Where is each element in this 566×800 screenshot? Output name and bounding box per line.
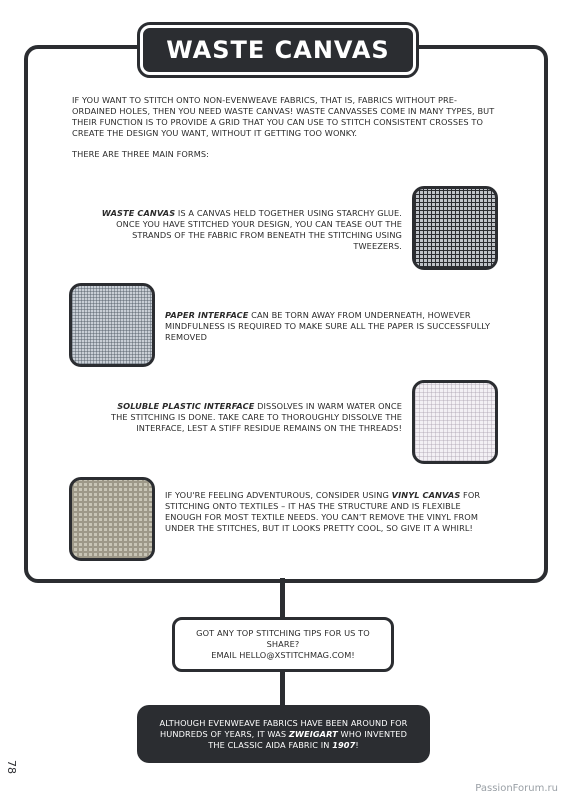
fact-text (154, 718, 414, 751)
watermark: PassionForum.ru (475, 783, 558, 794)
vinyl-canvas-pre: IF YOU'RE FEELING ADVENTUROUS, CONSIDER USING (165, 490, 392, 500)
fact-year: 1907 (332, 739, 356, 750)
soluble-plastic-description (100, 401, 402, 434)
vinyl-canvas-text: FOR STITCHING ONTO TEXTILES – IT HAS THE STRUCTURE AND IS FLEXIBLE ENOUGH FOR MOST TEXTILE NEEDS. YOU CAN'T REMOVE THE VINYL FROM UNDER THE STITCHES, BUT IT LOOKS PRETTY COOL, SO GIVE IT A WHIRL! (165, 490, 481, 533)
fact-pre: ALTHOUGH EVENWEAVE FABRICS HAVE BEEN AROUND FOR HUNDREDS OF YEARS, IT WAS (159, 717, 408, 739)
connector-line (280, 672, 285, 706)
connector-line (280, 578, 285, 618)
paper-interface-swatch-image (69, 283, 155, 367)
soluble-plastic-swatch-image (412, 380, 498, 464)
page-title: WASTE CANVAS (166, 36, 390, 64)
vinyl-canvas-term: VINYL CANVAS (391, 490, 461, 500)
intro-forms-line: THERE ARE THREE MAIN FORMS: (72, 149, 210, 159)
title-banner (140, 25, 416, 75)
tips-email: EMAIL HELLO@XSTITCHMAG.COM! (211, 650, 355, 660)
vinyl-canvas-description (165, 490, 495, 534)
paper-interface-description (165, 310, 495, 343)
waste-canvas-swatch-image (412, 186, 498, 270)
tips-question: GOT ANY TOP STITCHING TIPS FOR US TO SHARE? (196, 628, 370, 649)
vinyl-canvas-swatch-image (69, 477, 155, 561)
waste-canvas-description (92, 208, 402, 252)
paper-interface-text: CAN BE TORN AWAY FROM UNDERNEATH, HOWEVER MINDFULNESS IS REQUIRED TO MAKE SURE ALL THE PAPER IS SUCCESSFULLY REMOVED (165, 310, 491, 342)
tips-callout-box (172, 617, 394, 672)
fact-callout-box (137, 705, 430, 763)
waste-canvas-text: IS A CANVAS HELD TOGETHER USING STARCHY GLUE. ONCE YOU HAVE STITCHED YOUR DESIGN, YOU CAN TEASE OUT THE STRANDS OF THE FABRIC FROM BENEATH THE STITCHING USING TWEEZERS. (116, 208, 402, 251)
fact-mid: WHO INVENTED THE CLASSIC AIDA FABRIC IN (208, 728, 407, 750)
waste-canvas-term: WASTE CANVAS (101, 208, 176, 218)
fact-brand: ZWEIGART (288, 728, 338, 739)
paper-interface-term: PAPER INTERFACE (165, 310, 249, 320)
soluble-plastic-text: DISSOLVES IN WARM WATER ONCE THE STITCHING IS DONE. TAKE CARE TO THOROUGHLY DISSOLVE THE INTERFACE, LEST A STIFF RESIDUE REMAINS ON THE THREADS! (111, 401, 402, 433)
intro-paragraph: IF YOU WANT TO STITCH ONTO NON-EVENWEAVE FABRICS, THAT IS, FABRICS WITHOUT PRE-ORDAINED HOLES, THEN YOU NEED WASTE CANVAS! WASTE CANVASSES COME IN MANY TYPES, BUT THEIR FUNCTION IS TO PROVIDE A GRID THAT YOU CAN USE TO STITCH CONSISTENT CROSSES TO CREATE THE DESIGN YOU WANT, WITHOUT IT GETTING TOO WONKY. (72, 95, 495, 138)
page-number: 78 (5, 760, 18, 774)
soluble-plastic-term: SOLUBLE PLASTIC INTERFACE (117, 401, 255, 411)
fact-post: ! (355, 739, 359, 750)
intro-text (72, 95, 502, 170)
